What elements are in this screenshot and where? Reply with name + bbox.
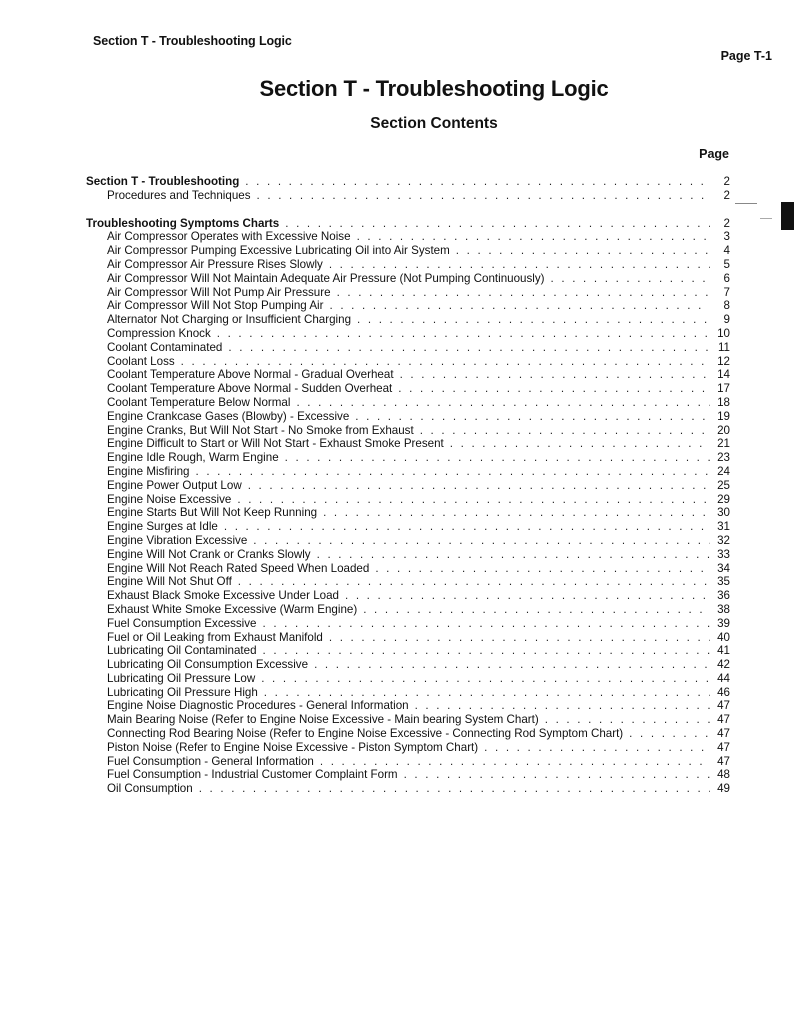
dot-leader [404,768,710,782]
dot-leader [337,286,710,300]
toc-entry-label: Fuel Consumption Excessive [107,616,257,630]
toc-entry-row [86,189,730,203]
toc-entry-row [86,755,730,769]
dot-leader [237,493,710,507]
toc-entry-label: Troubleshooting Symptoms Charts [86,216,280,230]
toc-entry-page: 19 [717,409,730,423]
toc-entry-label: Coolant Temperature Above Normal - Sudden Overheat [107,382,393,396]
toc-entry-page: 31 [717,520,730,534]
toc-entry-label: Lubricating Oil Consumption Excessive [107,658,309,672]
toc-entry-row [86,258,730,272]
toc-entry-row [86,741,730,755]
toc-entry-page: 17 [717,382,730,396]
toc-entry-row [86,230,730,244]
toc-entry-row [86,727,730,741]
toc-entry-label: Fuel or Oil Leaking from Exhaust Manifold [107,630,323,644]
toc-entry-row [86,341,730,355]
toc-entry-page: 2 [723,188,730,202]
toc-entry-label: Main Bearing Noise (Refer to Engine Noise Excessive - Main bearing System Chart) [107,713,539,727]
toc-entry-page: 38 [717,602,730,616]
dot-leader [363,603,710,617]
dot-leader [355,410,710,424]
toc-entry-page: 11 [717,340,730,354]
toc-entry-page: 48 [717,768,730,782]
dot-leader [317,548,710,562]
toc-entry-page: 3 [723,230,730,244]
toc-entry-row [86,699,730,713]
toc-entry-row [86,368,730,382]
toc-entry-page: 29 [717,492,730,506]
dot-leader [181,355,710,369]
dot-leader [217,327,710,341]
toc-entry-row [86,644,730,658]
toc-entry-label: Air Compressor Will Not Stop Pumping Air [107,299,324,313]
dot-leader [329,631,710,645]
toc-entry-label: Section T - Troubleshooting [86,175,240,188]
toc-entry-row [86,382,730,396]
dot-leader [224,520,710,534]
dot-leader [323,506,710,520]
toc-entry-label: Connecting Rod Bearing Noise (Refer to Engine Noise Excessive - Connecting Rod Symptom Chart) [107,727,624,741]
toc-entry-row [86,782,730,796]
toc-entry-row [86,493,730,507]
dot-leader [420,424,710,438]
dot-leader [285,451,710,465]
dot-leader [375,562,710,576]
table-of-contents [86,175,730,796]
dot-leader [263,617,711,631]
dot-leader [357,230,710,244]
dot-leader [456,244,710,258]
dot-leader [415,699,710,713]
toc-entry-page: 12 [717,354,730,368]
toc-entry-label: Fuel Consumption - General Information [107,754,314,768]
toc-entry-label: Exhaust White Smoke Excessive (Warm Engine) [107,602,358,616]
toc-entry-page: 39 [717,616,730,630]
toc-entry-page: 18 [717,395,730,409]
dot-leader [248,479,710,493]
dot-leader [320,755,710,769]
toc-entry-row [86,686,730,700]
dot-leader [257,189,710,203]
edge-mark [760,218,772,219]
toc-entry-page: 9 [723,313,730,327]
toc-entry-label: Air Compressor Will Not Maintain Adequate Air Pressure (Not Pumping Continuously) [107,271,545,285]
toc-entry-page: 47 [717,713,730,727]
dot-leader [400,368,710,382]
toc-entry-label: Engine Will Not Shut Off [107,575,232,589]
toc-entry-page: 4 [723,244,730,258]
dot-leader [296,396,710,410]
toc-entry-label: Air Compressor Pumping Excessive Lubricating Oil into Air System [107,244,450,258]
toc-entry-page: 47 [717,699,730,713]
toc-entry-label: Engine Crankcase Gases (Blowby) - Excessive [107,409,350,423]
toc-entry-page: 14 [717,368,730,382]
toc-entry-page: 8 [723,299,730,313]
toc-entry-row [86,603,730,617]
dot-leader [261,672,710,686]
toc-entry-label: Lubricating Oil Contaminated [107,644,257,658]
toc-entry-label: Oil Consumption [107,782,193,796]
toc-entry-label: Engine Misfiring [107,464,190,478]
toc-entry-row [86,562,730,576]
dot-leader [314,658,710,672]
toc-entry-row [86,768,730,782]
toc-entry-row [86,244,730,258]
dot-leader [450,437,710,451]
toc-entry-row [86,272,730,286]
toc-entry-page: 20 [717,423,730,437]
toc-entry-page: 36 [717,589,730,603]
toc-entry-label: Engine Surges at Idle [107,520,218,534]
toc-entry-page: 10 [717,326,730,340]
toc-heading-row [86,217,730,231]
toc-entry-row [86,286,730,300]
toc-entry-page: 23 [717,451,730,465]
toc-entry-page: 34 [717,561,730,575]
toc-entry-row [86,479,730,493]
toc-entry-row [86,506,730,520]
toc-entry-row [86,575,730,589]
toc-entry-label: Compression Knock [107,326,211,340]
toc-entry-label: Engine Cranks, But Will Not Start - No Smoke from Exhaust [107,423,414,437]
toc-entry-row [86,589,730,603]
toc-entry-page: 40 [717,630,730,644]
dot-leader [199,782,710,796]
toc-group [86,217,730,796]
toc-entry-page: 7 [723,285,730,299]
toc-entry-page: 41 [717,644,730,658]
page-number: Page T-1 [720,49,772,63]
toc-entry-page: 6 [723,271,730,285]
toc-entry-page: 46 [717,685,730,699]
dot-leader [264,686,710,700]
dot-leader [484,741,710,755]
toc-entry-page: 35 [717,575,730,589]
dot-leader [329,258,710,272]
toc-entry-row [86,396,730,410]
dot-leader [285,217,710,231]
section-contents-heading: Section Contents [370,115,498,132]
toc-entry-page: 2 [723,216,730,230]
toc-entry-row [86,327,730,341]
dot-leader [195,465,710,479]
toc-entry-row [86,355,730,369]
dot-leader [545,713,710,727]
running-header-title: Section T - Troubleshooting Logic [93,34,292,48]
section-edge-tab [781,202,794,230]
dot-leader [551,272,710,286]
toc-entry-label: Air Compressor Air Pressure Rises Slowly [107,257,323,271]
page-title: Section T - Troubleshooting Logic [259,76,609,101]
toc-entry-label: Engine Idle Rough, Warm Engine [107,451,279,465]
dot-leader [263,644,710,658]
toc-entry-label: Procedures and Techniques [107,188,251,202]
toc-entry-page: 47 [717,754,730,768]
toc-entry-label: Engine Noise Diagnostic Procedures - General Information [107,699,409,713]
toc-entry-page: 2 [723,175,730,188]
toc-entry-row [86,548,730,562]
toc-entry-label: Coolant Loss [107,354,175,368]
toc-entry-row [86,672,730,686]
dot-leader [238,575,710,589]
toc-entry-label: Engine Starts But Will Not Keep Running [107,506,318,520]
toc-entry-label: Coolant Contaminated [107,340,223,354]
toc-entry-row [86,437,730,451]
toc-entry-page: 49 [717,782,730,796]
toc-entry-page: 24 [717,464,730,478]
toc-entry-page: 42 [717,658,730,672]
toc-entry-label: Engine Noise Excessive [107,492,232,506]
edge-mark [735,203,757,204]
toc-entry-label: Engine Will Not Reach Rated Speed When Loaded [107,561,370,575]
toc-entry-label: Engine Vibration Excessive [107,533,248,547]
toc-entry-row [86,713,730,727]
toc-heading-row [86,175,730,189]
toc-entry-page: 33 [717,547,730,561]
toc-entry-label: Lubricating Oil Pressure Low [107,671,256,685]
toc-entry-row [86,299,730,313]
toc-entry-label: Fuel Consumption - Industrial Customer Complaint Form [107,768,398,782]
dot-leader [329,299,710,313]
toc-entry-row [86,520,730,534]
toc-entry-label: Coolant Temperature Above Normal - Gradual Overheat [107,368,394,382]
toc-entry-label: Lubricating Oil Pressure High [107,685,258,699]
toc-entry-page: 47 [717,727,730,741]
toc-entry-row [86,465,730,479]
toc-entry-row [86,313,730,327]
toc-entry-page: 5 [723,257,730,271]
page-column-heading: Page [699,147,729,161]
toc-entry-label: Piston Noise (Refer to Engine Noise Excessive - Piston Symptom Chart) [107,740,479,754]
dot-leader [357,313,710,327]
toc-entry-row [86,617,730,631]
toc-entry-label: Coolant Temperature Below Normal [107,395,291,409]
toc-entry-page: 25 [717,478,730,492]
toc-entry-label: Engine Will Not Crank or Cranks Slowly [107,547,311,561]
toc-group [86,175,730,203]
toc-entry-row [86,658,730,672]
toc-entry-label: Alternator Not Charging or Insufficient Charging [107,313,352,327]
toc-entry-label: Air Compressor Operates with Excessive Noise [107,230,351,244]
toc-entry-row [86,410,730,424]
toc-entry-label: Exhaust Black Smoke Excessive Under Load [107,589,339,603]
toc-entry-page: 44 [717,671,730,685]
toc-entry-label: Engine Difficult to Start or Will Not Start - Exhaust Smoke Present [107,437,444,451]
dot-leader [228,341,710,355]
toc-entry-row [86,534,730,548]
dot-leader [253,534,710,548]
dot-leader [345,589,710,603]
dot-leader [398,382,710,396]
toc-entry-label: Air Compressor Will Not Pump Air Pressure [107,285,331,299]
toc-entry-row [86,631,730,645]
toc-entry-row [86,451,730,465]
dot-leader [245,175,710,189]
toc-entry-page: 30 [717,506,730,520]
toc-entry-row [86,424,730,438]
toc-entry-label: Engine Power Output Low [107,478,242,492]
toc-entry-page: 32 [717,533,730,547]
dot-leader [629,727,710,741]
toc-entry-page: 47 [717,740,730,754]
toc-entry-page: 21 [717,437,730,451]
